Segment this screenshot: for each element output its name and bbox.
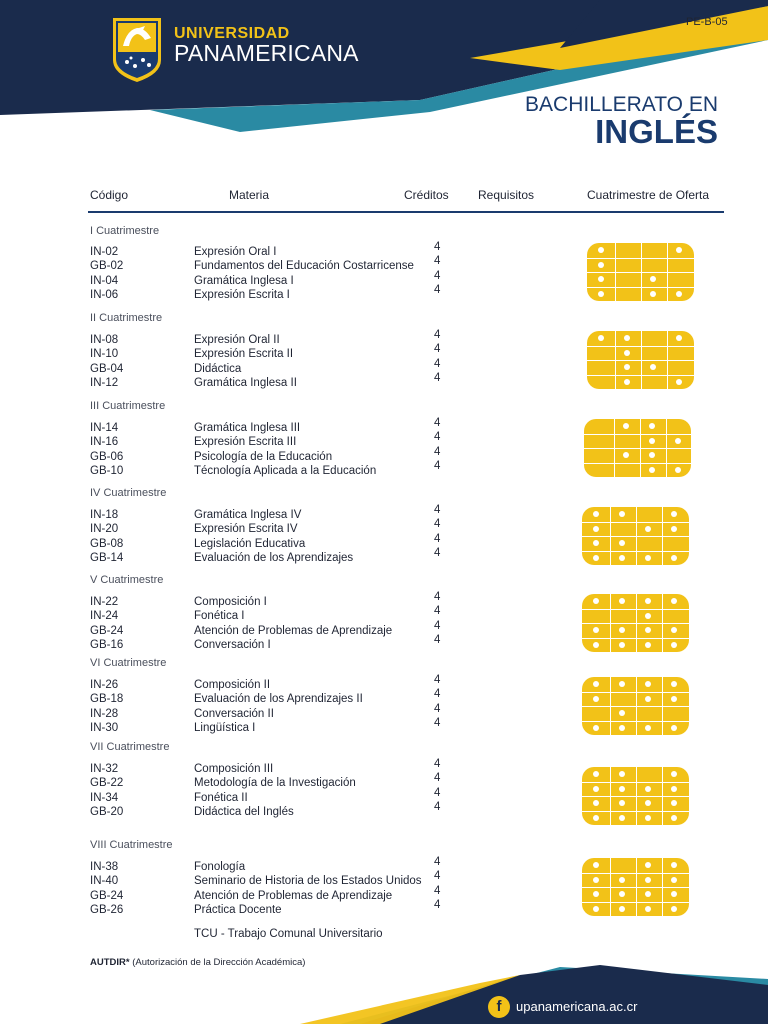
grid-line: [582, 811, 689, 812]
offering-dot: [593, 725, 599, 731]
course-credits: 4: [434, 619, 441, 632]
course-subject: Gramática Inglesa IV: [194, 509, 302, 521]
offering-dot: [593, 526, 599, 532]
semester-label: I Cuatrimestre: [90, 225, 160, 237]
offering-dot: [650, 276, 656, 282]
offering-dot: [619, 815, 625, 821]
course-credits: 4: [434, 546, 441, 559]
offering-grid: [582, 677, 689, 735]
course-code: IN-18: [90, 509, 119, 521]
offering-dot: [645, 786, 651, 792]
offering-dot: [650, 291, 656, 297]
offering-dot: [593, 906, 599, 912]
offering-dot: [623, 452, 629, 458]
course-subject: Expresión Escrita III: [194, 436, 297, 449]
offering-dot: [619, 800, 625, 806]
offering-dot: [593, 555, 599, 561]
offering-dot: [593, 540, 599, 546]
course-subject: Composición III: [194, 763, 274, 775]
grid-line: [582, 536, 689, 537]
course-subject: Seminario de Historia de los Estados Unidos: [194, 875, 422, 888]
course-credits: 4: [434, 898, 441, 911]
course-credits: 4: [434, 633, 441, 646]
offering-grid: [587, 331, 694, 389]
grid-line: [587, 258, 694, 259]
offering-dot: [593, 862, 599, 868]
university-name-main: PANAMERICANA: [174, 40, 359, 66]
course-code: GB-22: [90, 777, 124, 790]
offering-grid: [582, 594, 689, 652]
course-code: IN-30: [90, 721, 119, 734]
offering-dot: [671, 511, 677, 517]
semester-label: II Cuatrimestre: [90, 312, 163, 324]
offering-dot: [645, 862, 651, 868]
offering-dot: [593, 800, 599, 806]
course-code: GB-02: [90, 260, 124, 273]
offering-dot: [645, 681, 651, 687]
offering-dot: [645, 906, 651, 912]
course-code: GB-20: [90, 805, 124, 818]
course-code: IN-14: [90, 422, 119, 434]
grid-line: [582, 902, 689, 903]
course-credits: 4: [434, 357, 441, 370]
course-credits: 4: [434, 800, 441, 813]
grid-line: [582, 522, 689, 523]
grid-line: [584, 434, 691, 435]
course-credits: 4: [434, 329, 441, 341]
semester-label: VIII Cuatrimestre: [90, 839, 173, 851]
university-crest-icon: [111, 16, 163, 84]
course-credits: 4: [434, 856, 441, 868]
offering-dot: [671, 771, 677, 777]
offering-dot: [645, 815, 651, 821]
course-credits: 4: [434, 504, 441, 516]
course-credits: 4: [434, 283, 441, 296]
offering-dot: [598, 276, 604, 282]
course-subject: Metodología de la Investigación: [194, 777, 356, 790]
course-code: IN-12: [90, 376, 119, 389]
course-credits: 4: [434, 884, 441, 897]
course-credits: 4: [434, 870, 441, 883]
course-code: GB-10: [90, 464, 124, 477]
footer-banner: [0, 955, 768, 1024]
offering-dot: [671, 800, 677, 806]
course-subject: Composición I: [194, 596, 267, 608]
course-subject: Gramática Inglesa I: [194, 274, 294, 287]
offering-dot: [593, 877, 599, 883]
grid-line: [582, 721, 689, 722]
tcu-note: TCU - Trabajo Comunal Universitario: [194, 928, 383, 940]
course-credits: 4: [434, 518, 441, 531]
course-code: GB-18: [90, 693, 124, 706]
course-credits: 4: [434, 445, 441, 458]
course-code: IN-10: [90, 348, 119, 361]
course-subject: Legislación Educativa: [194, 537, 306, 550]
offering-dot: [619, 642, 625, 648]
offering-dot: [645, 725, 651, 731]
offering-dot: [645, 891, 651, 897]
offering-dot: [671, 598, 677, 604]
course-code: IN-02: [90, 246, 119, 258]
offering-dot: [671, 891, 677, 897]
facebook-icon[interactable]: f: [488, 996, 510, 1018]
semester-label: VI Cuatrimestre: [90, 657, 167, 669]
course-subject: Lingüística I: [194, 721, 256, 734]
course-subject: Psicología de la Educación: [194, 450, 333, 463]
footnote-text: (Autorización de la Dirección Académica): [129, 957, 306, 968]
offering-dot: [598, 335, 604, 341]
offering-dot: [593, 681, 599, 687]
offering-dot: [645, 526, 651, 532]
course-subject: Evaluación de los Aprendizajes: [194, 551, 354, 564]
offering-grid: [582, 507, 689, 565]
offering-dot: [619, 725, 625, 731]
course-code: IN-16: [90, 436, 119, 449]
offering-dot: [671, 696, 677, 702]
offering-dot: [619, 891, 625, 897]
offering-dot: [619, 598, 625, 604]
course-subject: Gramática Inglesa III: [194, 422, 301, 434]
grid-line: [584, 463, 691, 464]
grid-line: [587, 287, 694, 288]
course-subject: Expresión Escrita I: [194, 288, 290, 301]
offering-dot: [675, 467, 681, 473]
course-code: GB-16: [90, 638, 124, 651]
grid-line: [582, 551, 689, 552]
course-credits: 4: [434, 255, 441, 268]
course-code: IN-40: [90, 875, 119, 888]
course-code: IN-28: [90, 707, 119, 720]
offering-dot: [645, 555, 651, 561]
offering-dot: [624, 379, 630, 385]
course-code: IN-06: [90, 288, 119, 301]
course-credits: 4: [434, 716, 441, 729]
course-code: IN-08: [90, 334, 119, 346]
course-code: IN-24: [90, 610, 119, 623]
offering-dot: [645, 613, 651, 619]
offering-dot: [598, 247, 604, 253]
offering-dot: [671, 906, 677, 912]
offering-dot: [624, 350, 630, 356]
grid-line: [582, 692, 689, 693]
course-subject: Conversación II: [194, 707, 274, 720]
header-requirements: Requisitos: [478, 188, 535, 202]
offering-dot: [645, 800, 651, 806]
course-credits: 4: [434, 459, 441, 472]
offering-dot: [593, 696, 599, 702]
course-code: IN-34: [90, 791, 119, 804]
offering-dot: [645, 627, 651, 633]
offering-grid: [587, 243, 694, 301]
header-credits: Créditos: [404, 188, 449, 202]
offering-grid: [582, 767, 689, 825]
course-code: IN-26: [90, 679, 119, 691]
course-subject: Atención de Problemas de Aprendizaje: [194, 889, 393, 902]
grid-line: [582, 873, 689, 874]
header-code: Código: [90, 188, 129, 202]
offering-dot: [593, 815, 599, 821]
university-name-top: UNIVERSIDAD: [174, 25, 290, 42]
course-credits: 4: [434, 786, 441, 799]
offering-dot: [593, 771, 599, 777]
course-subject: Fonología: [194, 861, 246, 873]
course-credits: 4: [434, 591, 441, 603]
program-title: INGLÉS: [595, 113, 718, 150]
offering-dot: [619, 555, 625, 561]
course-code: IN-20: [90, 523, 119, 536]
grid-line: [582, 623, 689, 624]
course-subject: Expresión Oral I: [194, 246, 277, 258]
course-subject: Composición II: [194, 679, 271, 691]
course-code: IN-04: [90, 274, 119, 287]
offering-dot: [675, 438, 681, 444]
offering-dot: [649, 423, 655, 429]
semester-label: III Cuatrimestre: [90, 400, 166, 412]
footnote-abbrev: AUTDIR*: [90, 957, 130, 968]
grid-line: [587, 375, 694, 376]
offering-dot: [593, 598, 599, 604]
course-code: GB-04: [90, 362, 124, 375]
semester-label: IV Cuatrimestre: [90, 487, 167, 499]
course-code: GB-26: [90, 903, 124, 916]
course-subject: Práctica Docente: [194, 903, 282, 916]
course-credits: 4: [434, 417, 441, 429]
offering-grid: [584, 419, 691, 477]
offering-dot: [671, 526, 677, 532]
offering-dot: [671, 877, 677, 883]
course-credits: 4: [434, 605, 441, 618]
course-credits: 4: [434, 371, 441, 384]
course-credits: 4: [434, 674, 441, 686]
course-credits: 4: [434, 702, 441, 715]
course-code: IN-38: [90, 861, 119, 873]
grid-line: [587, 360, 694, 361]
offering-dot: [619, 710, 625, 716]
course-credits: 4: [434, 343, 441, 356]
offering-dot: [598, 291, 604, 297]
offering-dot: [619, 627, 625, 633]
course-subject: Evaluación de los Aprendizajes II: [194, 693, 363, 706]
offering-dot: [619, 511, 625, 517]
offering-dot: [649, 467, 655, 473]
offering-grid: [582, 858, 689, 916]
offering-dot: [649, 438, 655, 444]
course-credits: 4: [434, 431, 441, 444]
grid-line: [582, 782, 689, 783]
offering-dot: [671, 555, 677, 561]
offering-dot: [650, 364, 656, 370]
course-credits: 4: [434, 688, 441, 701]
grid-line: [582, 796, 689, 797]
course-credits: 4: [434, 532, 441, 545]
course-code: GB-24: [90, 889, 124, 902]
header-divider: [88, 211, 724, 213]
course-subject: Fundamentos del Educación Costarricense: [194, 260, 414, 273]
header-offering: Cuatrimestre de Oferta: [587, 188, 710, 202]
semester-label: VII Cuatrimestre: [90, 741, 170, 753]
offering-dot: [598, 262, 604, 268]
grid-line: [582, 706, 689, 707]
offering-dot: [671, 642, 677, 648]
course-credits: 4: [434, 772, 441, 785]
course-subject: Expresión Escrita IV: [194, 523, 298, 536]
grid-line: [587, 346, 694, 347]
offering-dot: [676, 379, 682, 385]
grid-line: [582, 638, 689, 639]
course-code: IN-32: [90, 763, 119, 775]
website-link[interactable]: upanamericana.ac.cr: [516, 999, 638, 1014]
offering-dot: [676, 335, 682, 341]
offering-dot: [593, 627, 599, 633]
course-subject: Técnología Aplicada a la Educación: [194, 464, 377, 477]
offering-dot: [593, 891, 599, 897]
course-subject: Conversación I: [194, 638, 271, 651]
course-subject: Didáctica: [194, 362, 242, 375]
course-subject: Didáctica del Inglés: [194, 805, 294, 818]
semester-label: V Cuatrimestre: [90, 574, 164, 586]
course-credits: 4: [434, 269, 441, 282]
course-code: GB-08: [90, 537, 124, 550]
grid-line: [582, 887, 689, 888]
offering-dot: [619, 540, 625, 546]
course-credits: 4: [434, 241, 441, 253]
program-degree: BACHILLERATO EN: [525, 93, 718, 116]
document-code: PE-B-05: [686, 16, 728, 28]
offering-dot: [593, 642, 599, 648]
grid-line: [582, 609, 689, 610]
offering-dot: [671, 815, 677, 821]
course-subject: Expresión Escrita II: [194, 348, 294, 361]
offering-dot: [645, 598, 651, 604]
offering-dot: [671, 627, 677, 633]
course-subject: Atención de Problemas de Aprendizaje: [194, 624, 393, 637]
course-subject: Fonética I: [194, 610, 245, 623]
course-subject: Expresión Oral II: [194, 334, 280, 346]
offering-dot: [671, 725, 677, 731]
course-code: GB-24: [90, 624, 124, 637]
offering-dot: [593, 511, 599, 517]
offering-dot: [645, 877, 651, 883]
header-subject: Materia: [229, 188, 270, 202]
grid-line: [584, 448, 691, 449]
course-subject: Fonética II: [194, 791, 248, 804]
offering-dot: [676, 247, 682, 253]
offering-dot: [619, 771, 625, 777]
offering-dot: [671, 786, 677, 792]
offering-dot: [645, 696, 651, 702]
course-code: IN-22: [90, 596, 119, 608]
offering-dot: [624, 335, 630, 341]
course-credits: 4: [434, 758, 441, 770]
offering-dot: [619, 906, 625, 912]
grid-line: [587, 272, 694, 273]
offering-dot: [623, 423, 629, 429]
offering-dot: [671, 681, 677, 687]
offering-dot: [671, 862, 677, 868]
offering-dot: [619, 786, 625, 792]
offering-dot: [619, 681, 625, 687]
offering-dot: [649, 452, 655, 458]
offering-dot: [619, 877, 625, 883]
offering-dot: [676, 291, 682, 297]
course-code: GB-06: [90, 450, 124, 463]
course-subject: Gramática Inglesa II: [194, 376, 297, 389]
offering-dot: [624, 364, 630, 370]
offering-dot: [645, 642, 651, 648]
course-code: GB-14: [90, 551, 124, 564]
offering-dot: [593, 786, 599, 792]
